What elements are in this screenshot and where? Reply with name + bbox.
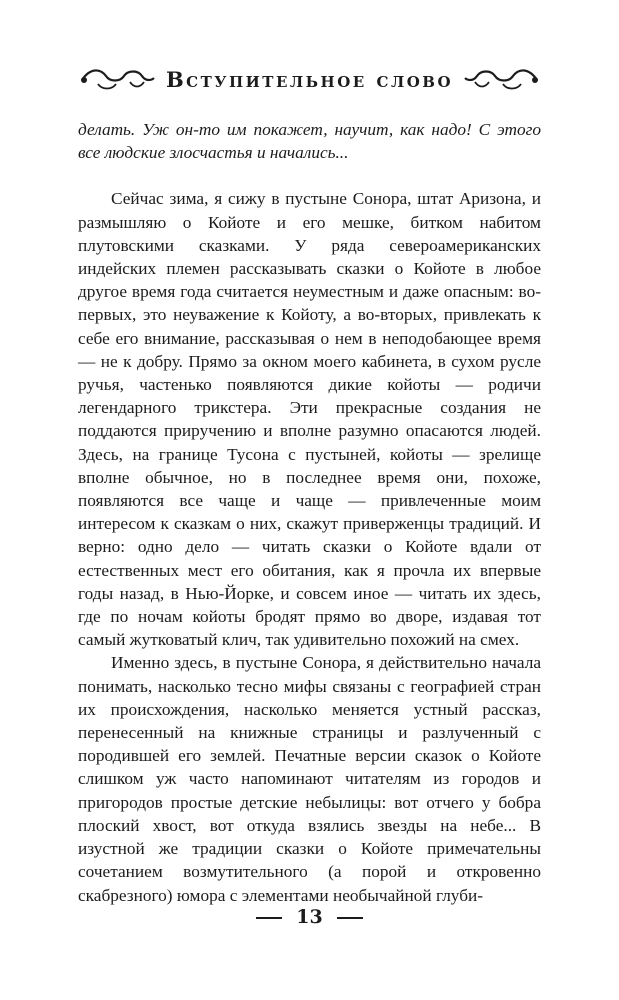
right-dash [337, 917, 363, 919]
intro-paragraph: делать. Уж он-то им покажет, научит, как надо! С этого все людские злосчастья и начались... [78, 120, 541, 163]
left-dash [256, 917, 282, 919]
body-paragraph: Именно здесь, в пустыне Сонора, я действительно начала понимать, насколько тесно мифы связаны с географией стран их происхождения, насколько меняется устный рассказ, перенесенный на книжные страницы и разлученный с породившей его землей. Печатные версии сказок о Койоте слишком уж часто напоминают читателям из городов и пригородов простые детские небылицы: вот отчего у бобра плоский хвост, вот откуда взялись звезды на небе... В изустной же традиции сказки о Койоте примечательны сочетанием возмутительного (а порой и откровенно скабрезного) юмора с элементами необычайной глуби- [78, 653, 541, 905]
body-paragraph: Сейчас зима, я сижу в пустыне Сонора, штат Аризона, и размышляю о Койоте и его мешке, битком набитом плутовскими сказками. У ряда североамериканских индейских племен рассказывать сказки о Койоте в любое другое время года считается неуместным и даже опасным: во-первых, это неуважение к Койоту, а во-вторых, привлекать к себе его внимание, рассказывая о нем в неподобающее время — не к добру. Прямо за окном моего кабинета, в сухом русле ручья, частенько появляются дикие койоты — родичи легендарного трикстера. Эти прекрасные создания не поддаются приручению и вполне разумно опасаются людей. Здесь, на границе Тусона с пустыней, койоты — зрелище вполне обычное, но в последнее время они, похоже, появляются все чаще и чаще — привлеченные моим интересом к сказкам о них, скажут приверженцы традиций. И верно: одно дело — читать сказки о Койоте вдали от естественных мест его обитания, как я прочла их впервые годы назад, в Нью-Йорке, и совсем иное — читать их здесь, где по ночам койоты бродят прямо во дворе, издавая тот самый жутковатый клич, так удивительно похожий на смех. [78, 189, 541, 650]
page-footer [0, 906, 619, 928]
right-ornament-icon [463, 64, 541, 94]
left-ornament-icon [78, 64, 156, 94]
page-body [78, 118, 541, 907]
running-header [78, 62, 541, 96]
page-number: 13 [296, 906, 323, 928]
chapter-title: Вступительное слово [165, 66, 454, 92]
